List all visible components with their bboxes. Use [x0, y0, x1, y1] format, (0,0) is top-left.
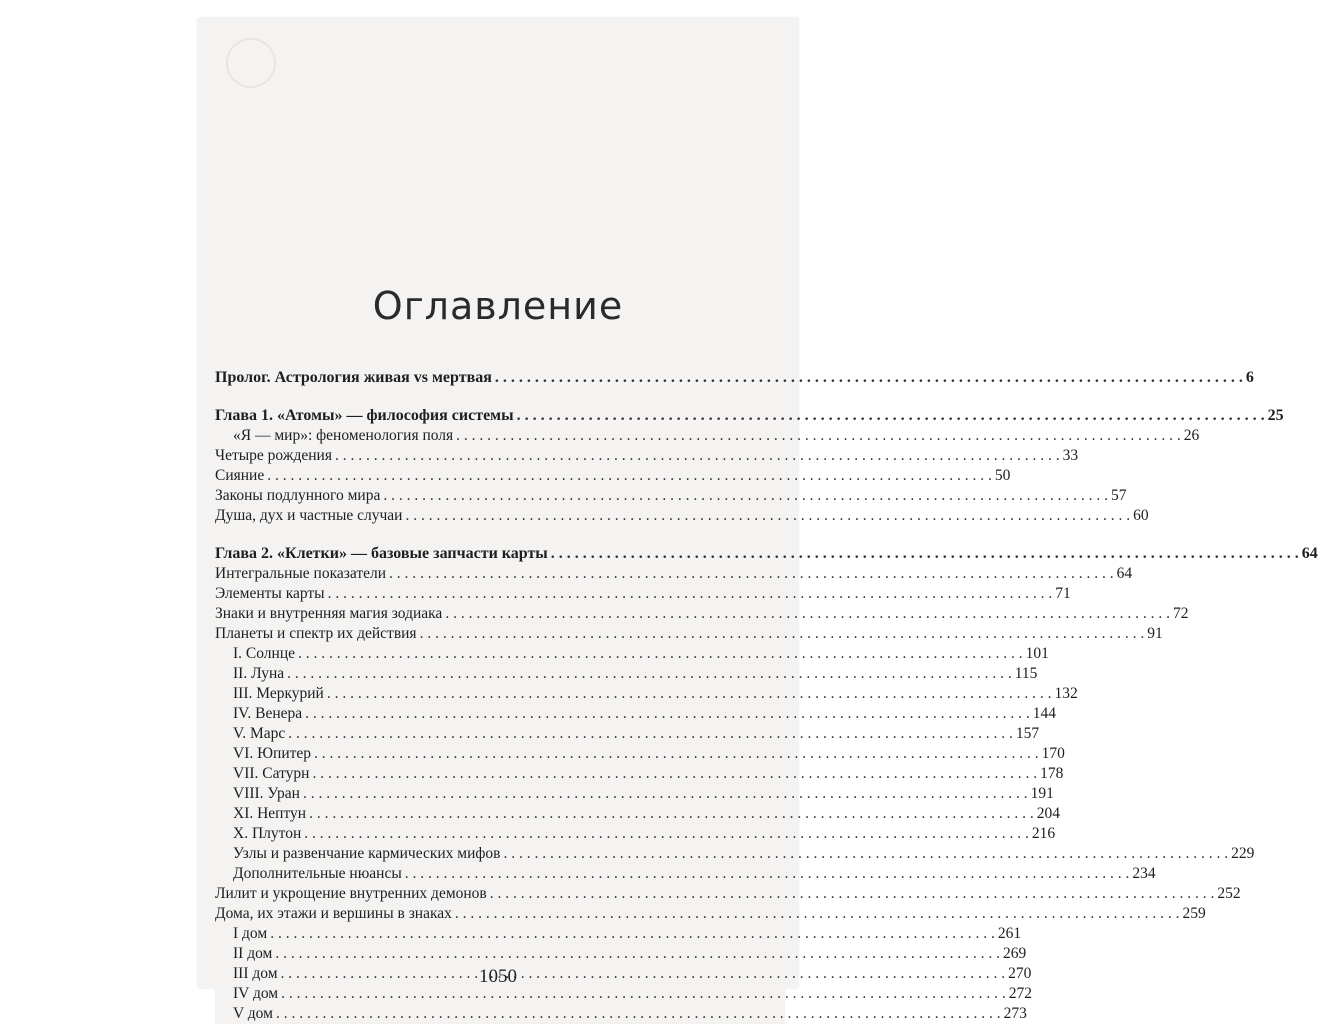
toc-leader-dots	[490, 884, 1215, 904]
toc-entry	[215, 466, 1011, 486]
toc-leader-dots	[495, 368, 1243, 388]
toc-entry	[215, 446, 1079, 466]
toc-entry	[215, 864, 1156, 884]
toc-entry	[215, 486, 1127, 506]
toc-entry-label: Дома, их этажи и вершины в знаках	[215, 905, 452, 922]
toc-entry	[215, 724, 1040, 744]
toc-entry-page: 157	[1015, 725, 1040, 742]
toc-entry-page: 191	[1030, 785, 1054, 802]
toc-leader-dots	[405, 506, 1130, 526]
toc-entry	[215, 624, 1163, 644]
toc-entry-page: 60	[1133, 507, 1149, 524]
toc-entry-label: Интегральные показатели	[215, 565, 387, 582]
toc-leader-dots	[298, 644, 1023, 664]
toc-leader-dots	[275, 944, 1000, 964]
toc-entry-label: Сияние	[215, 467, 265, 484]
toc-entry-label: I дом	[233, 925, 268, 942]
toc-entry-page: 132	[1054, 685, 1078, 702]
toc-entry-page: 216	[1031, 825, 1056, 842]
toc-entry	[215, 764, 1064, 784]
toc-entry-page: 234	[1132, 865, 1156, 882]
toc-entry	[215, 664, 1038, 684]
book-page	[198, 18, 1318, 1022]
toc-entry-page: 261	[997, 925, 1022, 942]
toc-leader-dots	[445, 604, 1170, 624]
toc-entry-label: Планеты и спектр их действия	[215, 625, 417, 642]
toc-entry-page: 64	[1301, 545, 1318, 562]
toc-entry	[215, 604, 1189, 624]
toc-leader-dots	[389, 564, 1114, 584]
toc-entry-label: III дом	[233, 965, 278, 982]
toc-leader-dots	[455, 904, 1180, 924]
toc-entry	[215, 784, 1054, 804]
toc-entry-page: 72	[1172, 605, 1189, 622]
toc-entry-page: 26	[1183, 427, 1200, 444]
toc-leader-dots	[270, 924, 995, 944]
toc-entry-page: 50	[994, 467, 1011, 484]
toc-leader-dots	[309, 804, 1034, 824]
toc-entry-page: 115	[1014, 665, 1038, 682]
toc-chapter-entry	[215, 406, 1284, 426]
toc-entry-label: Знаки и внутренняя магия зодиака	[215, 605, 443, 622]
toc-leader-dots	[327, 684, 1052, 704]
toc-entry	[215, 584, 1071, 604]
toc-entry-label: Четыре рождения	[215, 447, 332, 464]
toc-entry-page: 144	[1032, 705, 1057, 722]
page-title: Оглавление	[198, 280, 798, 332]
toc-leader-dots	[420, 624, 1145, 644]
toc-entry-label: III. Меркурий	[233, 685, 324, 702]
toc-chapter-entry	[215, 368, 1254, 388]
toc-entry-page: 101	[1025, 645, 1049, 662]
toc-entry-page: 269	[1002, 945, 1027, 962]
toc-entry-label: VI. Юпитер	[233, 745, 312, 762]
toc-entry-page: 204	[1036, 805, 1060, 822]
toc-entry-page: 178	[1040, 765, 1064, 782]
toc-entry-label: Глава 2. «Клетки» — базовые запчасти карты	[215, 545, 548, 562]
toc-entry-label: VII. Сатурн	[233, 765, 310, 782]
toc-entry	[215, 704, 1057, 724]
toc-entry-page: 91	[1147, 625, 1163, 642]
toc-entry-label: Глава 1. «Атомы» — философия системы	[215, 407, 514, 424]
page-number: 1050	[479, 966, 517, 987]
toc-leader-dots	[405, 864, 1130, 884]
toc-entry-page: 170	[1041, 745, 1065, 762]
toc-leader-dots	[314, 744, 1039, 764]
toc-leader-dots	[276, 1004, 1001, 1024]
toc-entry	[215, 564, 1133, 584]
toc-entry-label: Лилит и укрощение внутренних демонов	[215, 885, 487, 902]
toc-entry-label: XI. Нептун	[233, 805, 307, 822]
toc-entry-page: 64	[1116, 565, 1133, 582]
toc-entry-page: 273	[1003, 1005, 1027, 1022]
toc-entry-label: II. Луна	[233, 665, 285, 682]
toc-entry-label: V. Марс	[233, 725, 286, 742]
toc-entry	[215, 684, 1078, 704]
toc-entry	[215, 924, 1022, 944]
toc-entry-label: Узлы и развенчание кармических мифов	[233, 845, 501, 862]
toc-entry	[215, 744, 1065, 764]
toc-entry-page: 6	[1245, 369, 1254, 386]
toc-leader-dots	[517, 406, 1265, 426]
toc-leader-dots	[335, 446, 1060, 466]
toc-leader-dots	[504, 844, 1229, 864]
toc-entry-label: I. Солнце	[233, 645, 295, 662]
toc-entry	[215, 844, 1255, 864]
toc-leader-dots	[328, 584, 1053, 604]
toc-leader-dots	[312, 764, 1037, 784]
toc-chapter-entry	[215, 544, 1318, 564]
toc-entry-page: 25	[1267, 407, 1284, 424]
toc-leader-dots	[288, 724, 1013, 744]
toc-entry-label: VIII. Уран	[233, 785, 300, 802]
toc-entry	[215, 804, 1060, 824]
toc-entry-label: Дополнительные нюансы	[233, 865, 402, 882]
toc-entry-page: 33	[1062, 447, 1079, 464]
toc-entry-page: 270	[1008, 965, 1032, 982]
bleed-through-emblem	[226, 38, 276, 88]
toc-entry	[215, 944, 1027, 964]
toc-entry	[215, 1004, 1027, 1024]
toc-leader-dots	[383, 486, 1108, 506]
toc-leader-dots	[456, 426, 1181, 446]
toc-entry	[215, 426, 1200, 446]
toc-entry	[215, 506, 1149, 526]
toc-entry-label: IV. Венера	[233, 705, 303, 722]
toc-entry-label: IV дом	[233, 985, 279, 1002]
toc-leader-dots	[304, 824, 1029, 844]
toc-entry-label: V дом	[233, 1005, 273, 1022]
table-of-contents	[215, 368, 1318, 1024]
toc-entry-page: 71	[1055, 585, 1071, 602]
toc-entry-page: 229	[1231, 845, 1255, 862]
toc-entry-page: 252	[1217, 885, 1241, 902]
toc-leader-dots	[305, 704, 1030, 724]
toc-entry	[215, 884, 1241, 904]
toc-entry	[215, 644, 1049, 664]
toc-leader-dots	[551, 544, 1299, 564]
toc-leader-dots	[287, 664, 1012, 684]
toc-entry-label: Душа, дух и частные случаи	[215, 507, 403, 524]
toc-entry-page: 272	[1008, 985, 1032, 1002]
toc-entry-label: Пролог. Астрология живая vs мертвая	[215, 369, 492, 386]
toc-entry	[215, 824, 1056, 844]
toc-entry-label: Законы подлунного мира	[215, 487, 381, 504]
toc-entry-label: Элементы карты	[215, 585, 325, 602]
toc-leader-dots	[267, 466, 992, 486]
toc-entry-label: X. Плутон	[233, 825, 302, 842]
toc-leader-dots	[303, 784, 1028, 804]
toc-entry	[215, 904, 1206, 924]
toc-entry-page: 57	[1111, 487, 1127, 504]
toc-entry-label: «Я — мир»: феноменология поля	[233, 427, 454, 444]
toc-entry-page: 259	[1182, 905, 1206, 922]
toc-entry-label: II дом	[233, 945, 273, 962]
